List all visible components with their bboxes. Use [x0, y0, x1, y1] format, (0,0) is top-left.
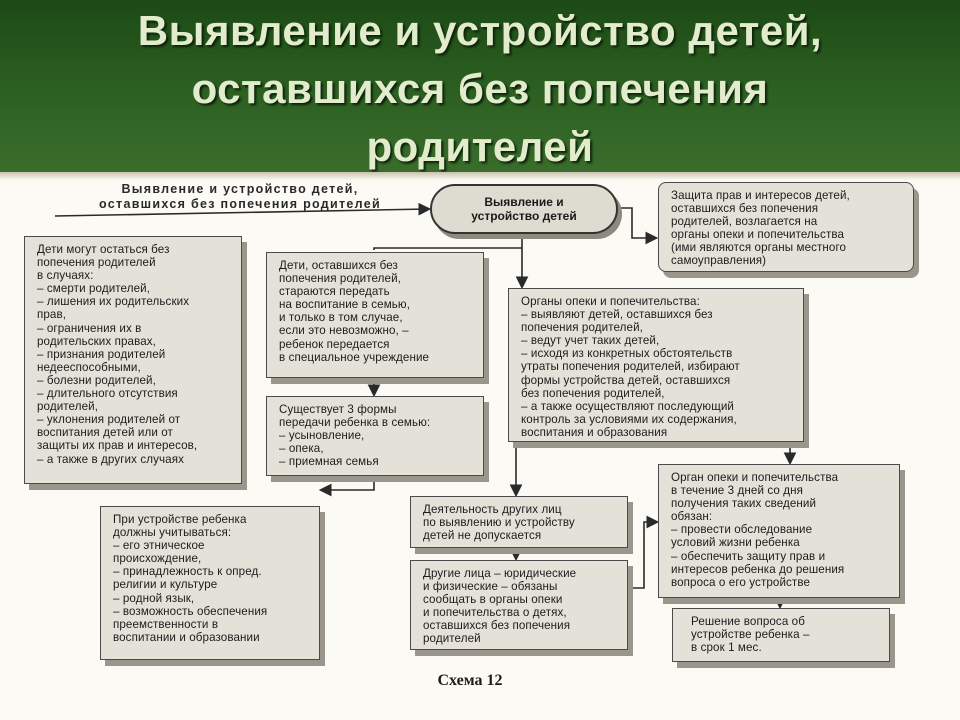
connector-protection — [618, 208, 655, 238]
box-three-days: Орган опеки и попечительства в течение 3 дней со дня получения таких сведений обязан: – провести обследование условий жизни ребенка – обеспечить защиту прав и интересов ребенка до решения вопроса о его устройстве — [658, 464, 900, 598]
center-node-identification: Выявление и устройство детей — [430, 184, 618, 234]
box-guardianship: Органы опеки и попечительства: – выявляют детей, оставшихся без попечения родителей, – ведут учет таких детей, – исходя из конкретных обстоятельств утраты попечения родителей, избирают формы устройства детей, оставшихся без попечения родителей, – а также осуществляют последующий контроль за условиями их содержания, воспитания и образования — [508, 288, 804, 442]
diagram-caption: Схема 12 — [437, 672, 503, 689]
slide-title: Выявление и устройство детей, оставшихся без попечения родителей — [137, 7, 823, 170]
box-cases: Дети могут остаться без попечения родителей в случаях: – смерти родителей, – лишения их родительских прав, – ограничения их в родительских правах, – признания родителей недееспособными, – болезни родителей, – длительного отсутствия родителей, – уклонения родителей от воспитания детей или от защиты их прав и интересов, – а также в других случаях — [24, 236, 242, 484]
diagram-heading: Выявление и устройство детей, оставшихся без попечения родителей — [99, 182, 381, 211]
box-others-report: Другие лица – юридические и физические – обязаны сообщать в органы опеки и попечительства о детях, оставшихся без попечения родителей — [410, 560, 628, 650]
box-transfer: Дети, оставшихся без попечения родителей, стараются передать на воспитание в семью, и только в том случае, если это невозможно, – ребенок передается в специальное учреждение — [266, 252, 484, 378]
box-decision: Решение вопроса об устройстве ребенка – в срок 1 мес. — [672, 608, 890, 662]
connector-consider — [322, 476, 374, 490]
connector-left-branch — [374, 248, 522, 250]
box-forms: Существует 3 формы передачи ребенка в семью: – усыновление, – опека, – приемная семья — [266, 396, 484, 476]
box-others-forbidden: Деятельность других лиц по выявлению и устройству детей не допускается — [410, 496, 628, 548]
box-protection: Защита прав и интересов детей, оставшихся без попечения родителей, возлагается на органы опеки и попечительства (ими являются органы местного самоуправления) — [658, 182, 914, 272]
connector-report-to-organ — [628, 522, 656, 588]
box-consider: При устройстве ребенка должны учитываться: – его этническое происхождение, – принадлежность к опред. религии и культуре – родной язык, – возможность обеспечения преемственности в воспитании и образовании — [100, 506, 320, 660]
